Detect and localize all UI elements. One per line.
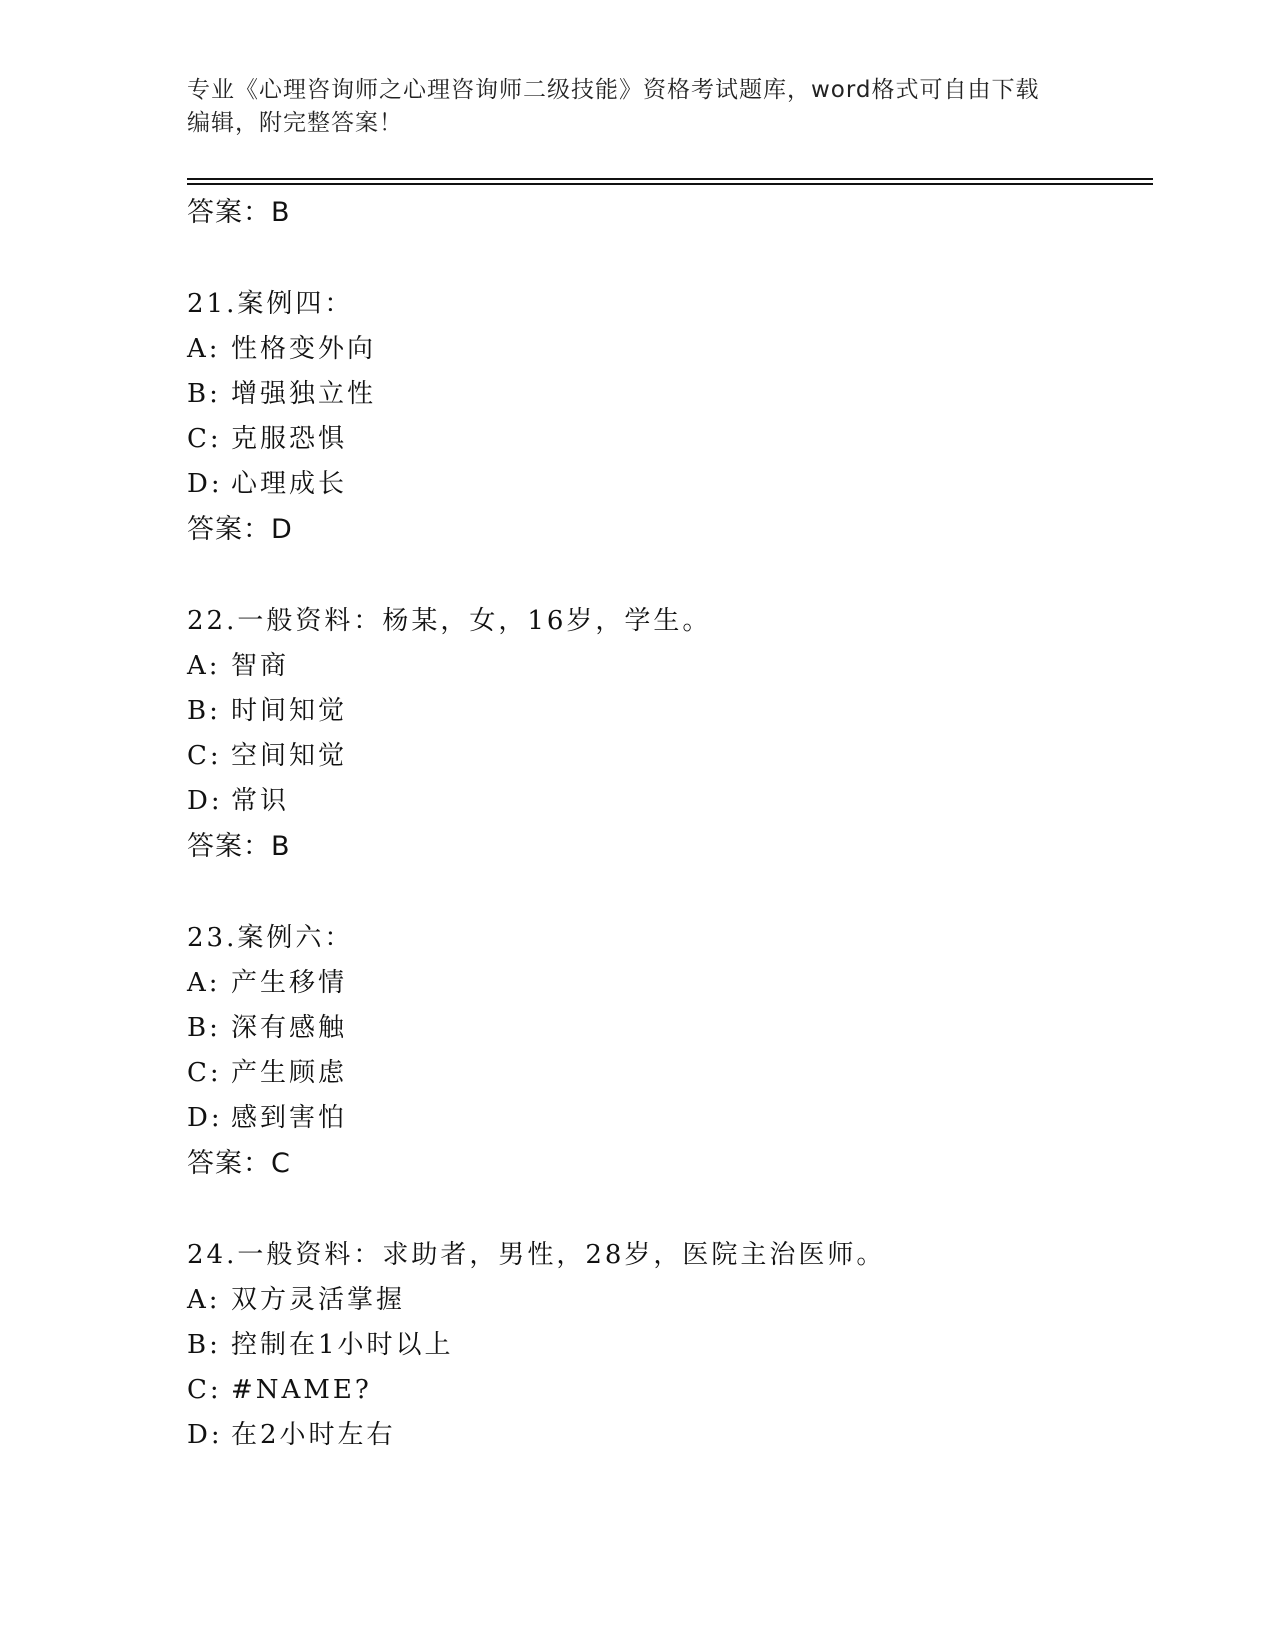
option-letter: B: (187, 1330, 221, 1360)
option-text: 产生移情 (231, 968, 348, 998)
option-a (187, 327, 1153, 372)
option-text: 在2小时左右 (231, 1420, 396, 1450)
option-d (187, 779, 1153, 824)
option-text: 感到害怕 (231, 1103, 348, 1133)
option-b (187, 1006, 1153, 1051)
option-d (187, 462, 1153, 507)
option-d (187, 1413, 1153, 1458)
option-letter: C: (187, 424, 222, 454)
option-text: 常识 (231, 786, 290, 816)
header-divider-bottom (187, 183, 1153, 185)
spacer (187, 553, 1153, 598)
option-letter: B: (187, 1013, 221, 1043)
option-text: 产生顾虑 (231, 1058, 348, 1088)
option-text: 时间知觉 (231, 696, 348, 726)
option-b (187, 689, 1153, 734)
question-stem: 22.一般资料：杨某，女，16岁，学生。 (187, 606, 712, 636)
option-c (187, 1051, 1153, 1096)
option-text: 心理成长 (231, 469, 348, 499)
option-b (187, 1323, 1153, 1368)
option-letter: B: (187, 696, 221, 726)
option-letter: A: (187, 651, 221, 681)
header-divider-top (187, 178, 1153, 180)
option-letter: A: (187, 1285, 221, 1315)
question-stem: 23.案例六： (187, 923, 354, 953)
option-c (187, 1368, 1153, 1413)
option-text: 双方灵活掌握 (231, 1285, 406, 1315)
header-line-1: 专业《心理咨询师之心理咨询师二级技能》资格考试题库，word格式可自由下载 (187, 77, 1040, 103)
option-letter: A: (187, 334, 221, 364)
option-letter: D: (187, 1103, 223, 1133)
option-c (187, 417, 1153, 462)
option-letter: C: (187, 1058, 222, 1088)
option-text: 性格变外向 (231, 334, 377, 364)
option-text: 深有感触 (231, 1013, 348, 1043)
option-text: 克服恐惧 (231, 424, 348, 454)
header-line-2: 编辑，附完整答案！ (187, 110, 403, 136)
spacer (187, 1187, 1153, 1232)
option-text: #NAME? (231, 1375, 372, 1405)
option-d (187, 1096, 1153, 1141)
option-letter: C: (187, 1375, 222, 1405)
question-stem: 21.案例四： (187, 289, 354, 319)
answer-line: 答案：B (187, 197, 291, 228)
option-text: 空间知觉 (231, 741, 348, 771)
option-text: 增强独立性 (231, 379, 377, 409)
option-c (187, 734, 1153, 779)
spacer (187, 870, 1153, 915)
answer-line: 答案：D (187, 514, 293, 545)
option-letter: B: (187, 379, 221, 409)
option-a (187, 961, 1153, 1006)
option-text: 控制在1小时以上 (231, 1330, 454, 1360)
option-a (187, 644, 1153, 689)
option-b (187, 372, 1153, 417)
option-letter: C: (187, 741, 222, 771)
option-letter: D: (187, 1420, 223, 1450)
option-text: 智商 (231, 651, 290, 681)
option-letter: D: (187, 786, 223, 816)
option-letter: D: (187, 469, 223, 499)
answer-line: 答案：B (187, 831, 291, 862)
question-list (187, 190, 1153, 1458)
document-header (187, 74, 1087, 140)
option-letter: A: (187, 968, 221, 998)
answer-line: 答案：C (187, 1148, 291, 1179)
question-stem: 24.一般资料：求助者，男性，28岁，医院主治医师。 (187, 1240, 886, 1270)
spacer (187, 236, 1153, 281)
option-a (187, 1278, 1153, 1323)
